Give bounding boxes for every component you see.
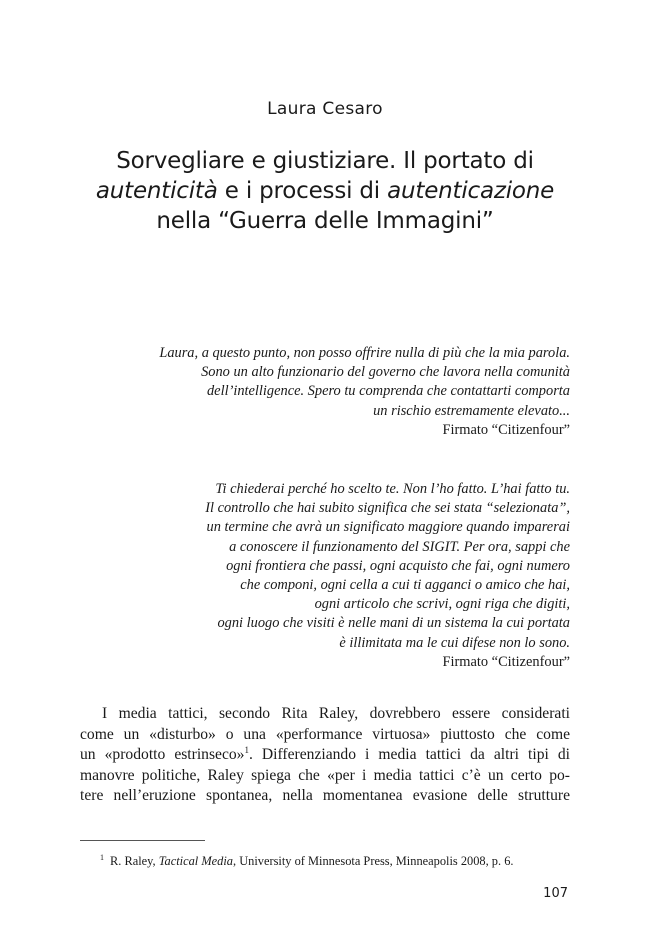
footnote-work-title: Tactical Media bbox=[158, 854, 233, 868]
title-line-2 bbox=[60, 176, 590, 206]
footnote-divider bbox=[80, 840, 205, 841]
footnote-suffix: , University of Minnesota Press, Minneapolis 2008, p. 6. bbox=[233, 854, 514, 868]
epigraph-line: ogni frontiera che passi, ogni acquisto che fai, ogni numero bbox=[226, 557, 570, 574]
body-text-run bbox=[80, 746, 570, 763]
epigraph-line: Laura, a questo punto, non posso offrire nulla di più che la mia parola. bbox=[159, 345, 570, 361]
footnote-prefix: R. Raley, bbox=[110, 854, 159, 868]
title-line-2-mid: e i processi di bbox=[217, 178, 388, 204]
footnote bbox=[80, 853, 570, 869]
body-line-4 bbox=[80, 766, 570, 787]
title-italic-word-1: autenticità bbox=[95, 178, 218, 204]
epigraph-line: dell’intelligence. Spero tu comprenda che contattarti comporta bbox=[206, 383, 570, 400]
chapter-title bbox=[60, 146, 590, 236]
body-text-fragment: . Differenziando i media tattici da altri tipi di bbox=[248, 746, 570, 764]
epigraph-line: Sono un alto funzionario del governo che lavora nella comunità bbox=[201, 364, 570, 381]
footnote-ref: 1 bbox=[244, 745, 249, 755]
body-paragraph bbox=[80, 704, 570, 807]
body-line-5 bbox=[80, 786, 570, 807]
epigraph-line: un rischio estremamente elevato... bbox=[373, 402, 570, 419]
epigraph-line: a conoscere il funzionamento del SIGIT. Per ora, sappi che bbox=[229, 538, 570, 555]
title-italic-word-2: autenticazione bbox=[387, 178, 555, 204]
body-text-run: tere nell’eruzione spontanea, nella momentanea evasione delle strutture bbox=[80, 787, 570, 805]
epigraph-line: che componi, ogni cella a cui ti agganci o amico che hai, bbox=[240, 577, 570, 594]
epigraph-line: ogni articolo che scrivi, ogni riga che digiti, bbox=[314, 596, 570, 613]
body-text-run: come un «disturbo» o una «performance virtuosa» piuttosto che come bbox=[80, 725, 570, 743]
body-text-run: I media tattici, secondo Rita Raley, dovrebbero essere considerati bbox=[102, 705, 570, 722]
chapter-author: Laura Cesaro bbox=[267, 99, 383, 119]
epigraph-line: è illimitata ma le cui difese non lo sono. bbox=[339, 634, 570, 651]
epigraph-line: Ti chiederai perché ho scelto te. Non l’ho fatto. L’hai fatto tu. bbox=[215, 481, 570, 497]
epigraph-2 bbox=[205, 480, 570, 672]
epigraph-signature: Firmato “Citizenfour” bbox=[442, 653, 570, 670]
title-line-3: nella “Guerra delle Immagini” bbox=[156, 208, 494, 234]
epigraph-line: ogni luogo che visiti è nelle mani di un sistema la cui portata bbox=[217, 615, 570, 632]
epigraph-line: un termine che avrà un significato maggiore quando imparerai bbox=[206, 519, 570, 536]
epigraph-1 bbox=[159, 344, 570, 440]
body-line-2 bbox=[80, 725, 570, 746]
body-line-3 bbox=[80, 745, 570, 766]
body-text-fragment: un «prodotto estrinseco» bbox=[80, 746, 245, 764]
page-number: 107 bbox=[543, 886, 568, 901]
body-line-1 bbox=[80, 704, 570, 725]
epigraph-signature: Firmato “Citizenfour” bbox=[442, 421, 570, 438]
body-text-run: manovre politiche, Raley spiega che «per i media tattici c’è un certo po- bbox=[80, 766, 570, 784]
footnote-number: 1 bbox=[100, 852, 104, 862]
title-line-1: Sorvegliare e giustiziare. Il portato di bbox=[116, 148, 534, 174]
epigraph-line: Il controllo che hai subito significa che sei stata “selezionata”, bbox=[205, 500, 570, 517]
